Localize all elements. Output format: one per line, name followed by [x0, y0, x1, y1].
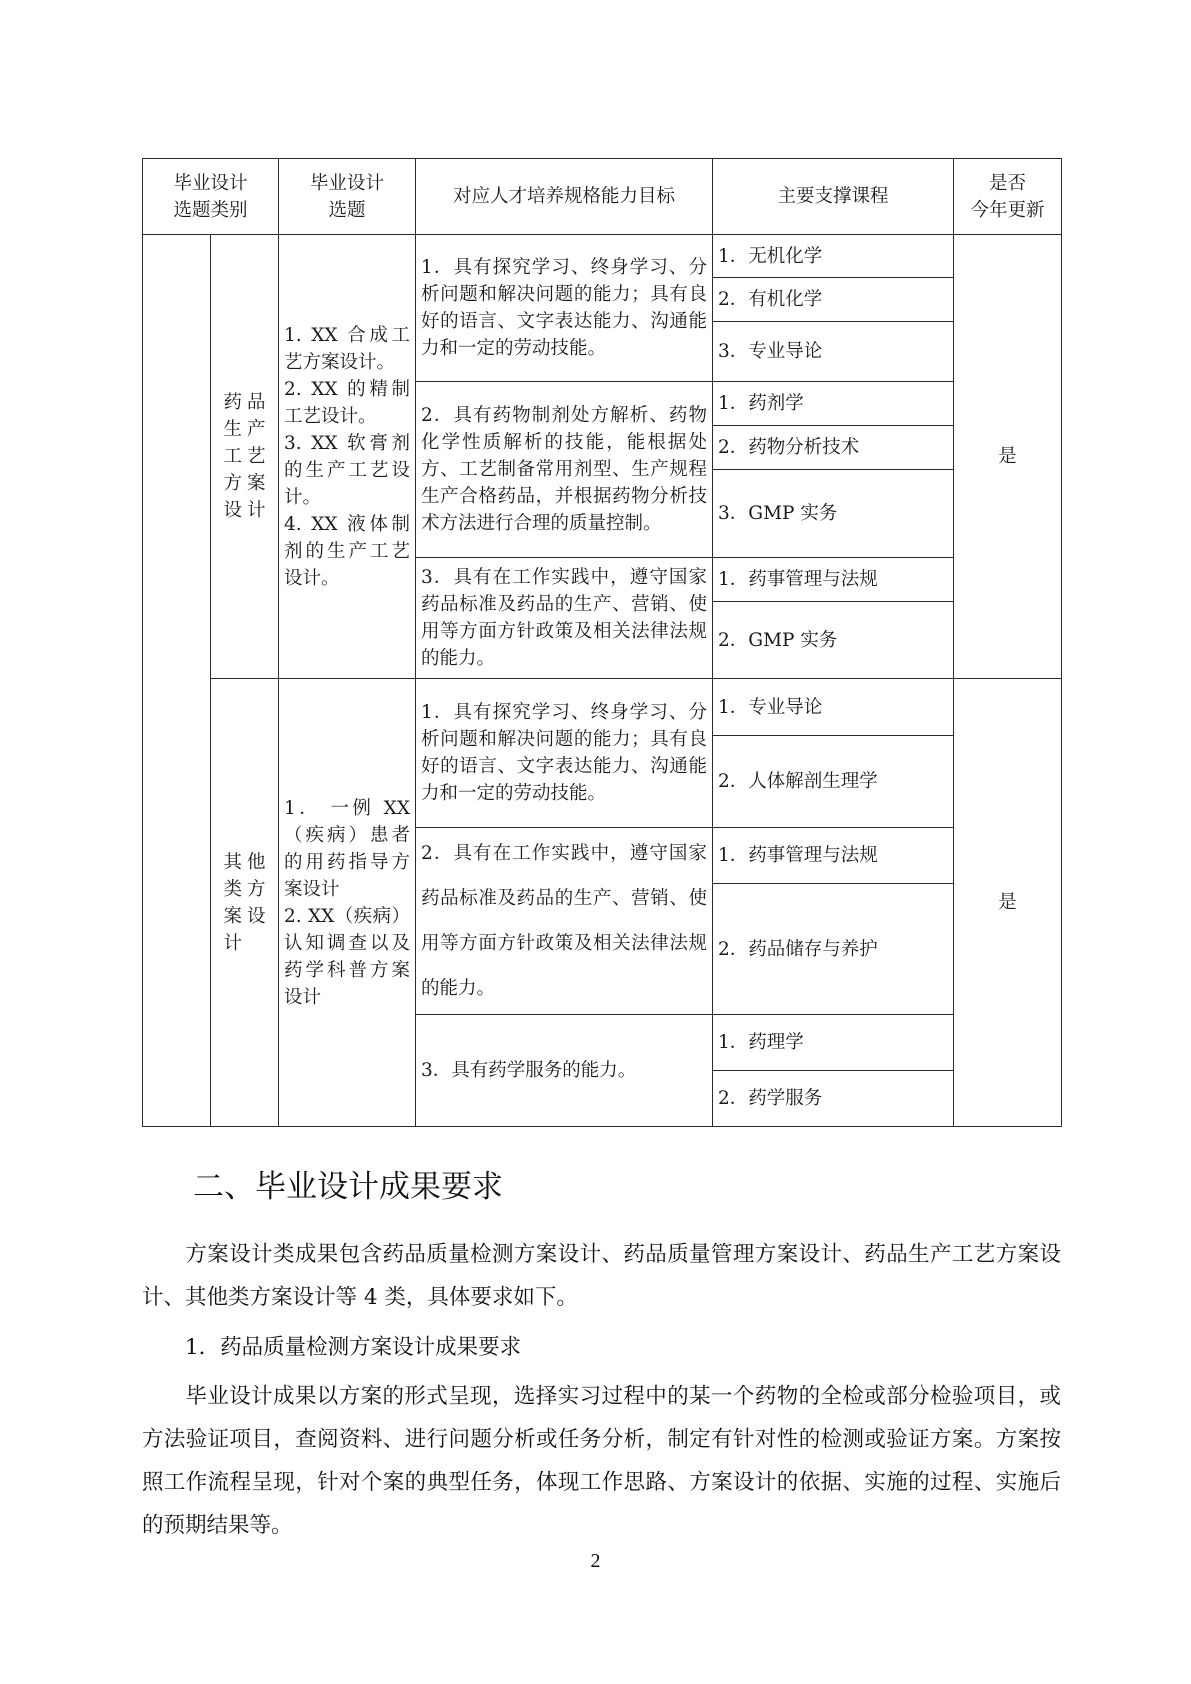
course-cell: 1．专业导论 [713, 679, 954, 736]
ability-cell: 1．具有探究学习、终身学习、分析问题和解决问题的能力；具有良好的语言、文字表达能力、沟通能力和一定的劳动技能。 [416, 235, 713, 382]
topic-item: 2. XX（疾病）认知调查以及药学科普方案设计 [284, 905, 411, 1008]
course-cell: 1．药事管理与法规 [713, 828, 954, 884]
topic-item: 1. XX 合成工艺方案设计。 [284, 324, 411, 373]
category-cell: 药品生产工艺方案设计 [211, 235, 279, 679]
header-update: 是否 今年更新 [954, 159, 1062, 235]
course-cell: 1．药事管理与法规 [713, 558, 954, 602]
ability-cell: 3．具有药学服务的能力。 [416, 1015, 713, 1127]
header-category: 毕业设计 选题类别 [143, 159, 279, 235]
header-topic: 毕业设计 选题 [279, 159, 416, 235]
intro-paragraph: 方案设计类成果包含药品质量检测方案设计、药品质量管理方案设计、药品生产工艺方案设计、其他类方案设计等 4 类，具体要求如下。 [142, 1242, 1061, 1310]
topic-item: 3. XX 软膏剂的生产工艺设计。 [284, 432, 411, 508]
topic-item: 1． 一例 XX（疾病）患者的用药指导方案设计 [284, 797, 411, 900]
course-cell: 1．药剂学 [713, 382, 954, 426]
topic-item: 4. XX 液体制剂的生产工艺设计。 [284, 513, 411, 589]
page-number: 2 [590, 1550, 601, 1572]
update-cell: 是 [954, 679, 1062, 1127]
course-cell: 2．GMP 实务 [713, 602, 954, 679]
subheading: 1．药品质量检测方案设计成果要求 [185, 1335, 522, 1360]
category-cell: 其他类方案设计 [211, 679, 279, 1127]
course-cell: 2．药品储存与养护 [713, 884, 954, 1015]
course-cell: 1．药理学 [713, 1015, 954, 1071]
table-row [143, 235, 1062, 278]
table-row [143, 679, 1062, 736]
ability-cell: 2．具有在工作实践中，遵守国家药品标准及药品的生产、营销、使用等方面方针政策及相关法律法规的能力。 [416, 828, 713, 1015]
body-paragraph: 毕业设计成果以方案的形式呈现，选择实习过程中的某一个药物的全检或部分检验项目，或方法验证项目，查阅资料、进行问题分析或任务分析，制定有针对性的检测或验证方案。方案按照工作流程呈现，针对个案的典型任务，体现工作思路、方案设计的依据、实施的过程、实施后的预期结果等。 [142, 1384, 1061, 1538]
course-cell: 1．无机化学 [713, 235, 954, 278]
ability-cell: 3．具有在工作实践中，遵守国家药品标准及药品的生产、营销、使用等方面方针政策及相关法律法规的能力。 [416, 558, 713, 679]
course-cell: 3．专业导论 [713, 322, 954, 382]
ability-cell: 2．具有药物制剂处方解析、药物化学性质解析的技能，能根据处方、工艺制备常用剂型、生产规程生产合格药品，并根据药物分析技术方法进行合理的质量控制。 [416, 382, 713, 558]
topic-cell [279, 679, 416, 1127]
topic-item: 2. XX 的精制工艺设计。 [284, 378, 411, 427]
course-cell: 2．有机化学 [713, 278, 954, 322]
course-cell: 3．GMP 实务 [713, 470, 954, 558]
ability-cell: 1．具有探究学习、终身学习、分析问题和解决问题的能力；具有良好的语言、文字表达能力、沟通能力和一定的劳动技能。 [416, 679, 713, 828]
course-cell: 2．药物分析技术 [713, 426, 954, 470]
design-topic-table [142, 158, 1062, 1127]
section-heading: 二、毕业设计成果要求 [193, 1169, 503, 1205]
course-cell: 2．人体解剖生理学 [713, 736, 954, 828]
outer-blank-cell [143, 235, 211, 1127]
topic-cell [279, 235, 416, 679]
header-courses: 主要支撑课程 [713, 159, 954, 235]
header-ability: 对应人才培养规格能力目标 [416, 159, 713, 235]
table-header-row [143, 159, 1062, 235]
update-cell: 是 [954, 235, 1062, 679]
course-cell: 2．药学服务 [713, 1071, 954, 1127]
